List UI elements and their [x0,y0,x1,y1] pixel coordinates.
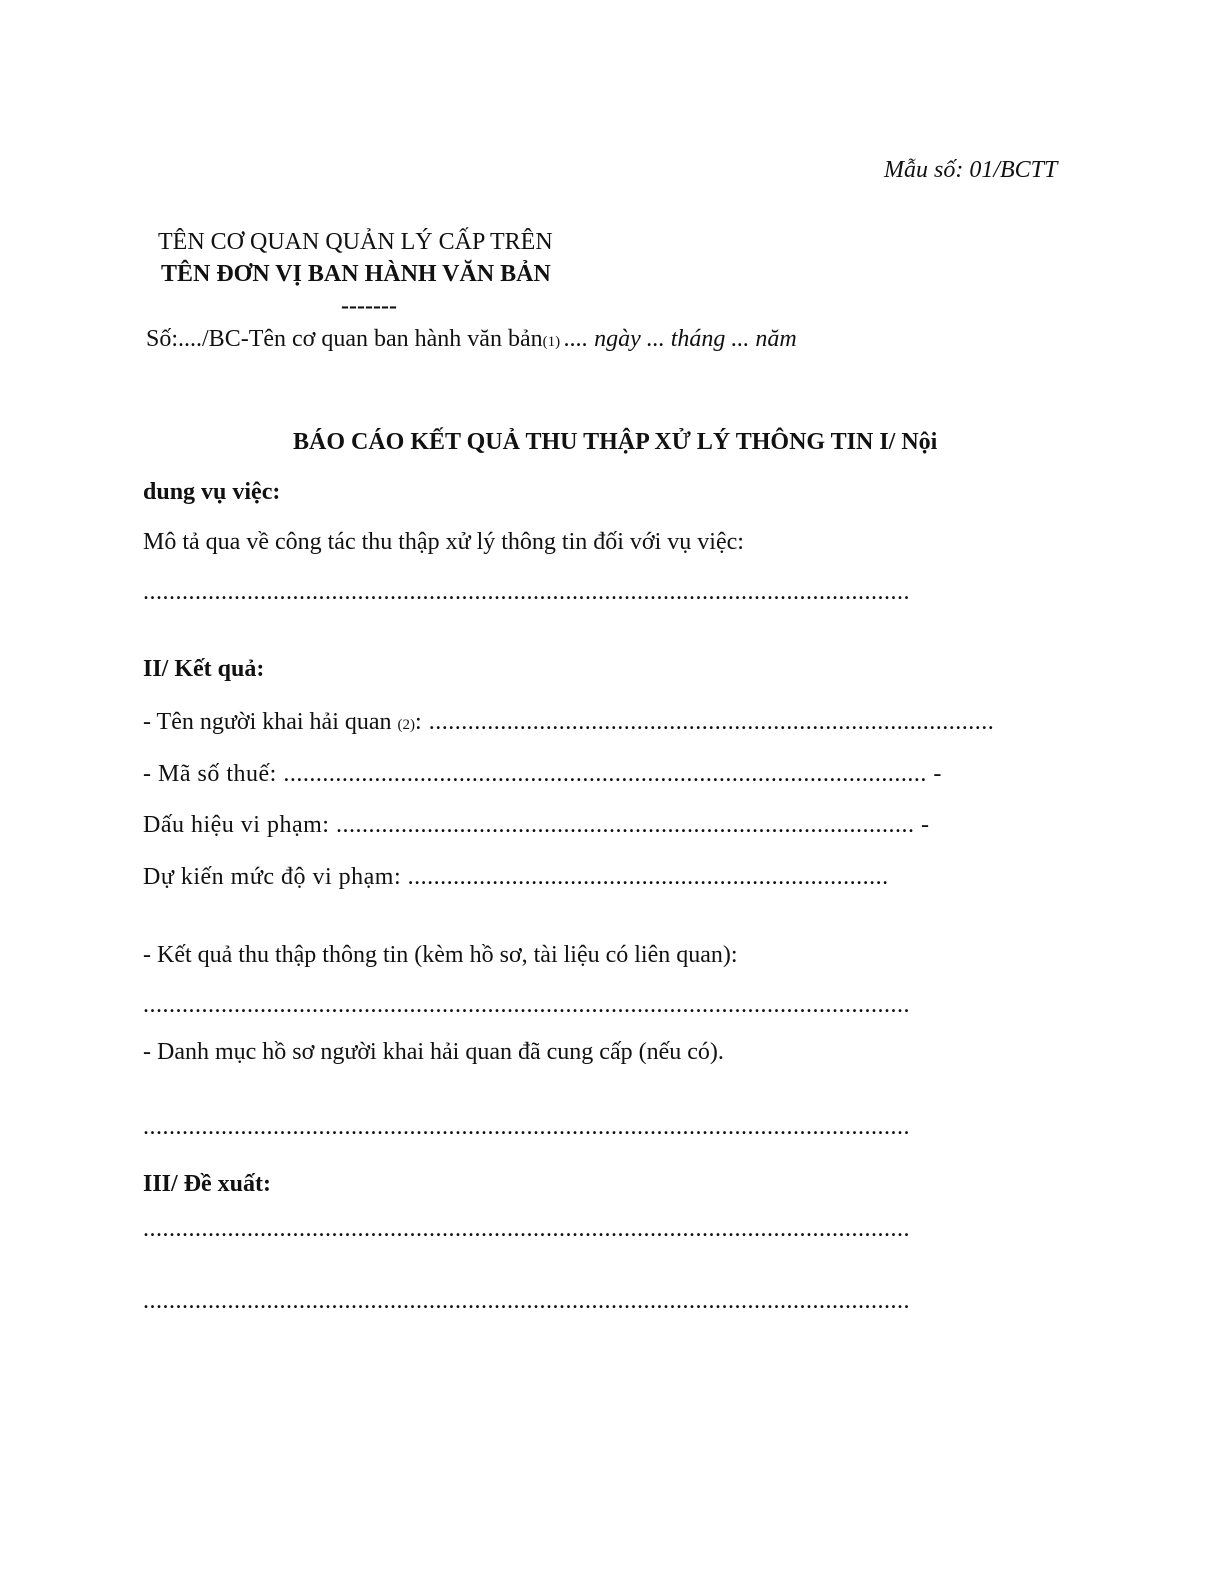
section-3-heading: III/ Đề xuất: [143,1171,272,1197]
declarant-name-line [143,710,994,734]
footnote-marker-2: (2) [397,717,416,733]
declarant-name-fill: : ....................................................................................... [415,709,995,735]
section-2-heading: II/ Kết quả: [143,656,265,682]
section-1-fill-line: ...................................................................................................................... [143,579,910,605]
superior-agency-name: TÊN CƠ QUAN QUẢN LÝ CẤP TRÊN [158,229,553,255]
dossier-list-fill-line: ...................................................................................................................... [143,1114,910,1140]
section-3-fill-line-2: ...................................................................................................................... [143,1288,910,1314]
violation-level-line: Dự kiến mức độ vi phạm: .......................................................................... [143,864,889,890]
section-1-description-label: Mô tả qua về công tác thu thập xử lý thông tin đối với vụ việc: [143,529,744,555]
form-number: Mẫu số: 01/BCTT [884,157,1058,183]
header-separator: ------- [341,293,397,319]
dossier-list-label: - Danh mục hồ sơ người khai hải quan đã cung cấp (nếu có). [143,1039,724,1065]
declarant-name-label: - Tên người khai hải quan [143,709,398,735]
section-1-heading: dung vụ việc: [143,479,281,505]
info-result-fill-line: ...................................................................................................................... [143,992,910,1018]
document-date: .... ngày ... tháng ... năm [564,326,797,352]
violation-signs-line: Dấu hiệu vi phạm: ......................................................................................... - [143,812,930,838]
document-number-prefix: Số:..../BC-Tên cơ quan ban hành văn bản [146,326,543,352]
section-3-fill-line-1: ...................................................................................................................... [143,1216,910,1242]
report-title: BÁO CÁO KẾT QUẢ THU THẬP XỬ LÝ THÔNG TIN I/ Nội [293,429,938,455]
document-number-line [146,327,797,351]
issuing-unit-name: TÊN ĐƠN VỊ BAN HÀNH VĂN BẢN [161,261,551,287]
info-result-label: - Kết quả thu thập thông tin (kèm hồ sơ, tài liệu có liên quan): [143,942,738,968]
footnote-marker-1: (1) [542,334,561,350]
tax-code-line: - Mã số thuế: ................................................................................................... - [143,761,942,787]
